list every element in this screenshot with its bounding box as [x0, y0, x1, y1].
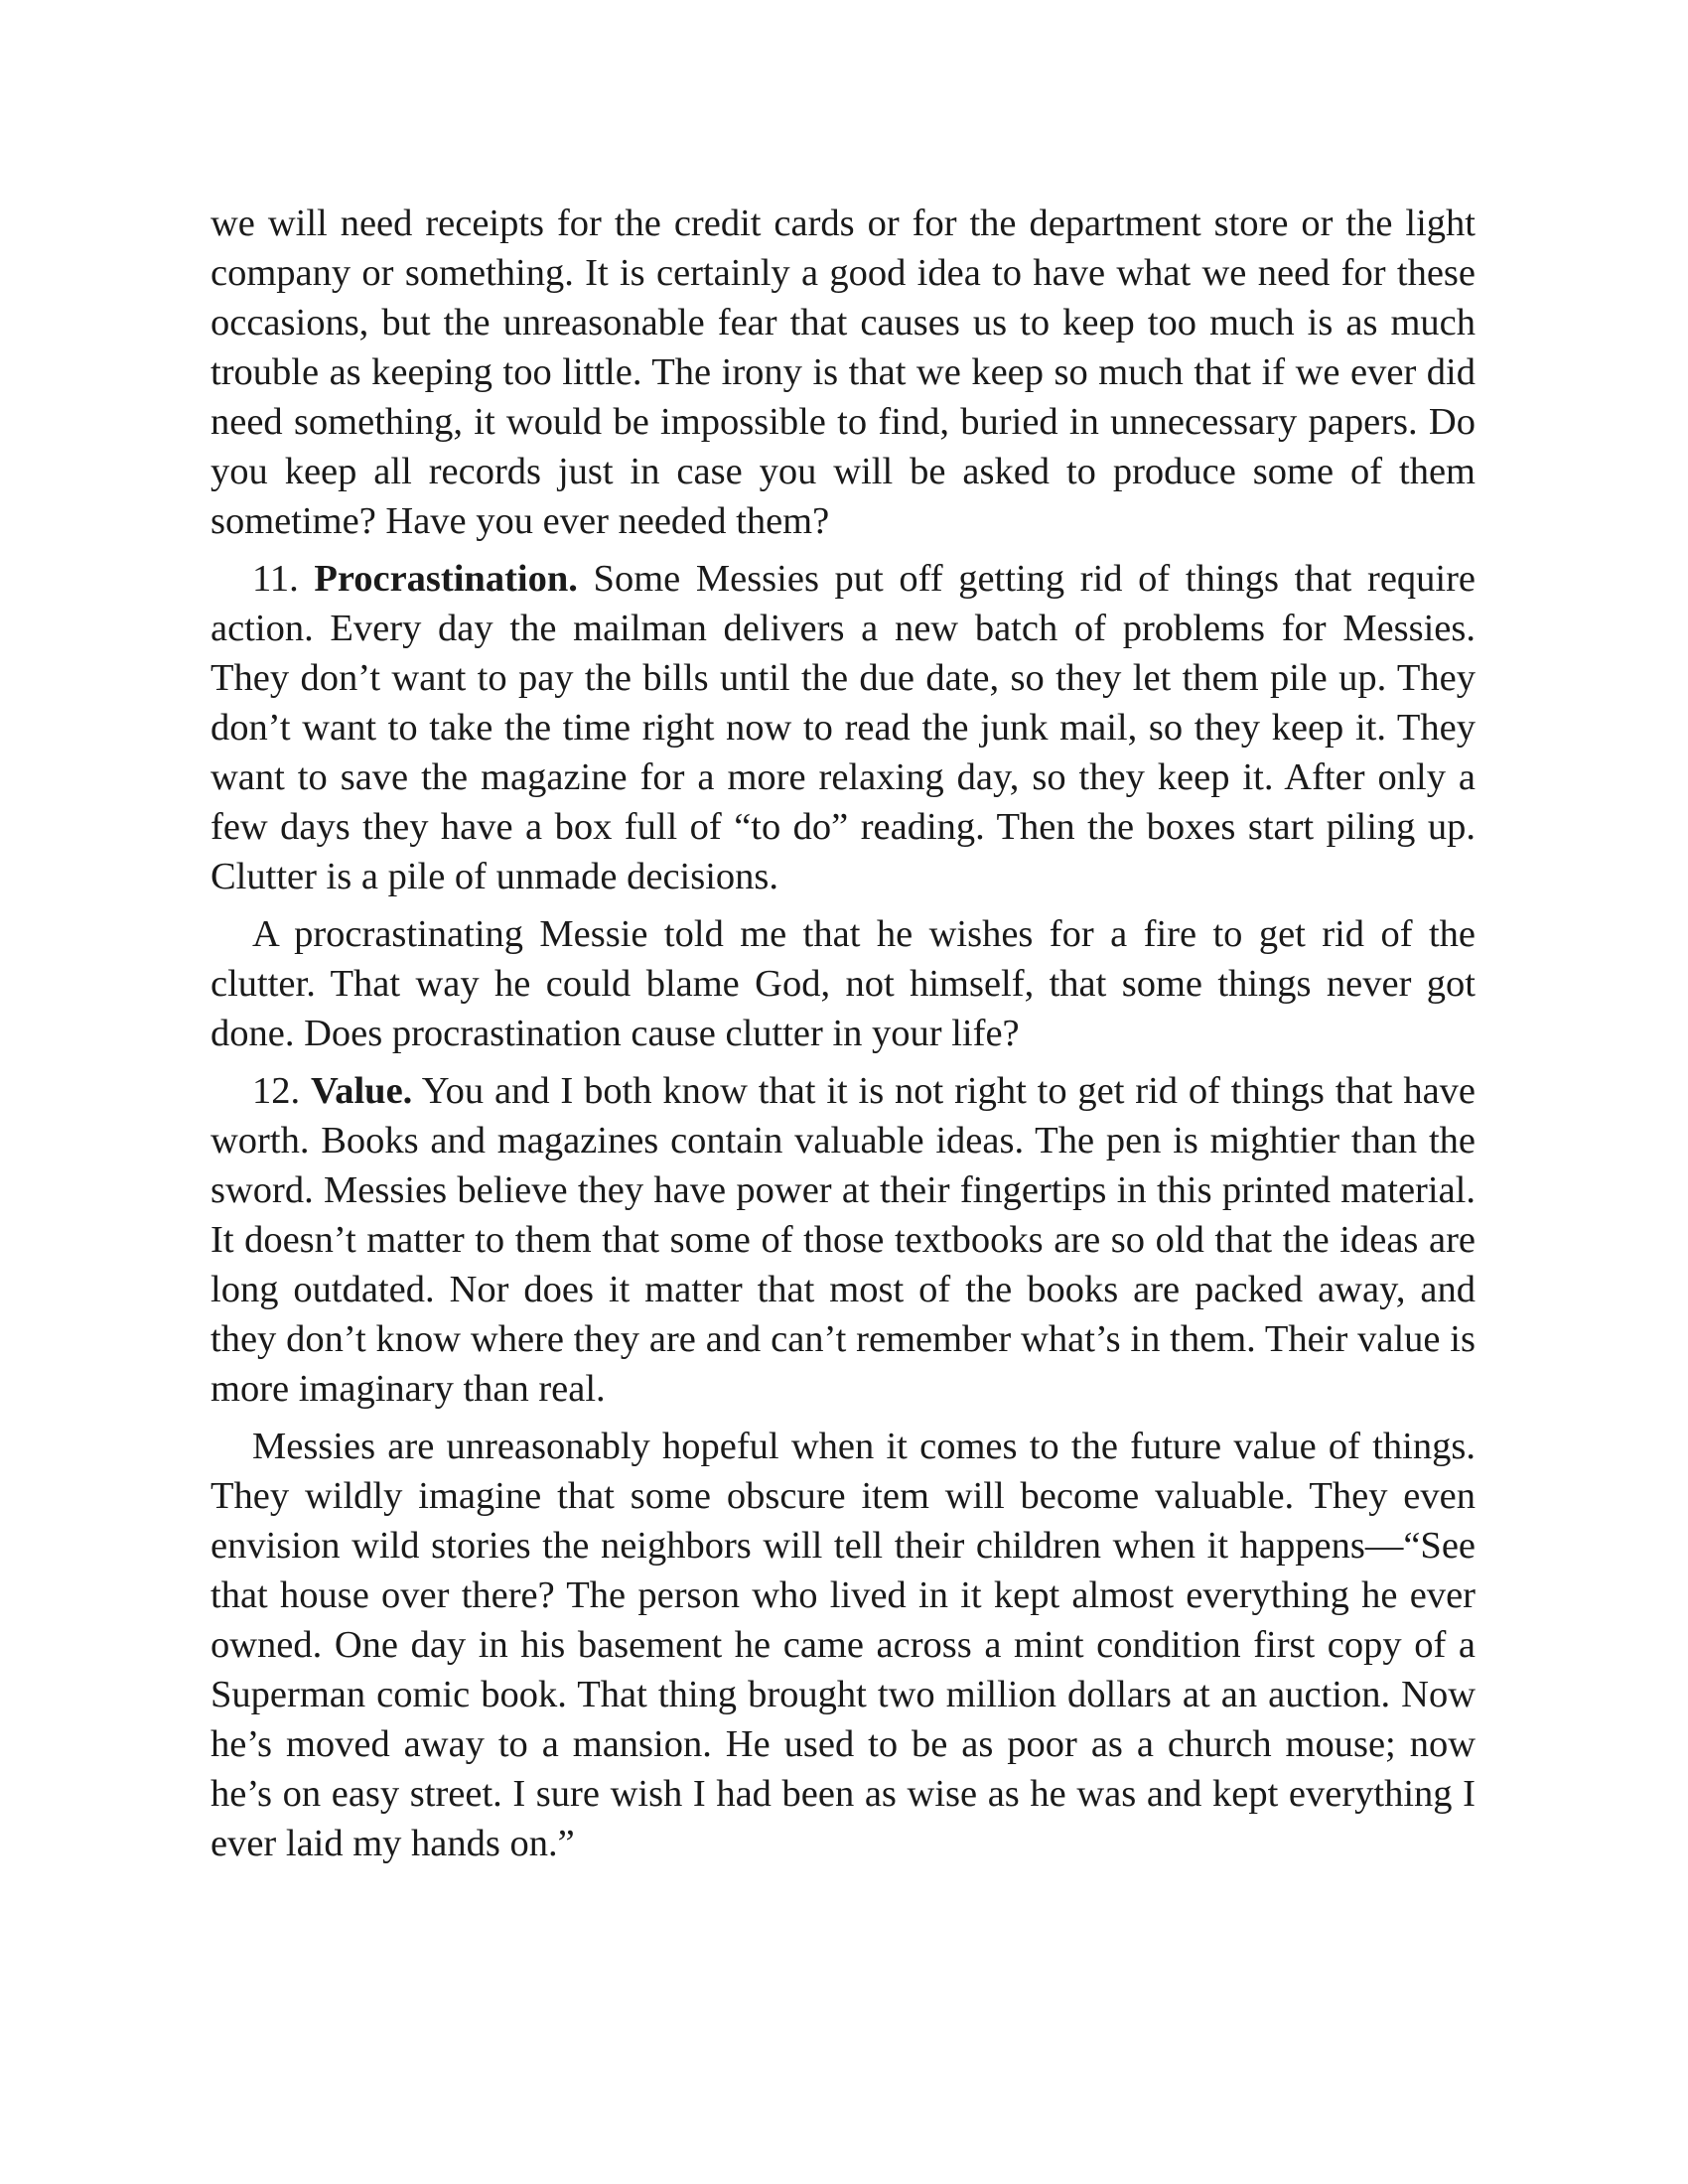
paragraph-text: we will need receipts for the credit cards or for the department store or the light company or something. It is certainly a good idea to have what we need for these occasions, but the unreasonable fear that causes us to keep too much is as much trouble as keeping too little. The irony is that we keep so much that if we ever did need something, it would be impossible to find, buried in unnecessary papers. Do you keep all records just in case you will be asked to produce some of them sometime? Have you ever needed them?: [211, 203, 1476, 542]
paragraph-value: [211, 1066, 1476, 1414]
paragraph-receipts-continued: [211, 199, 1476, 546]
paragraph-procrastination: [211, 554, 1476, 901]
paragraph-text: Some Messies put off getting rid of things that require action. Every day the mailman delivers a new batch of problems for Messies. They don’t want to pay the bills until the due date, so they let them pile up. They don’t want to take the time right now to read the junk mail, so they keep it. They want to save the magazine for a more relaxing day, so they keep it. After only a few days they have a box full of “to do” reading. Then the boxes start piling up. Clutter is a pile of unmade decisions.: [211, 558, 1477, 897]
item-heading: Procrastination.: [314, 558, 578, 600]
item-number: 11.: [252, 558, 299, 600]
item-heading: Value.: [310, 1070, 413, 1112]
item-number: 12.: [252, 1070, 301, 1112]
paragraph-text: A procrastinating Messie told me that he wishes for a fire to get rid of the clutter. That way he could blame God, not himself, that some things never got done. Does procrastination cause clutter in your life?: [211, 913, 1476, 1054]
paragraph-fire-anecdote: [211, 909, 1476, 1058]
paragraph-text: Messies are unreasonably hopeful when it comes to the future value of things. They wildly imagine that some obscure item will become valuable. They even envision wild stories the neighbors will tell their children when it happens—“See that house over there? The person who lived in it kept almost everything he ever owned. One day in his basement he came across a mint condition first copy of a Superman comic book. That thing brought two million dollars at an auction. Now he’s moved away to a mansion. He used to be as poor as a church mouse; now he’s on easy street. I sure wish I had been as wise as he was and kept everything I ever laid my hands on.”: [211, 1426, 1476, 1864]
paragraph-text: You and I both know that it is not right to get rid of things that have worth. Books and magazines contain valuable ideas. The pen is mightier than the sword. Messies believe they have power at their fingertips in this printed material. It doesn’t matter to them that some of those textbooks are so old that the ideas are long outdated. Nor does it matter that most of the books are packed away, and they don’t know where they are and can’t remember what’s in them. Their value is more imaginary than real.: [211, 1070, 1476, 1410]
book-page: [211, 199, 1476, 1868]
paragraph-future-value: [211, 1422, 1476, 1868]
